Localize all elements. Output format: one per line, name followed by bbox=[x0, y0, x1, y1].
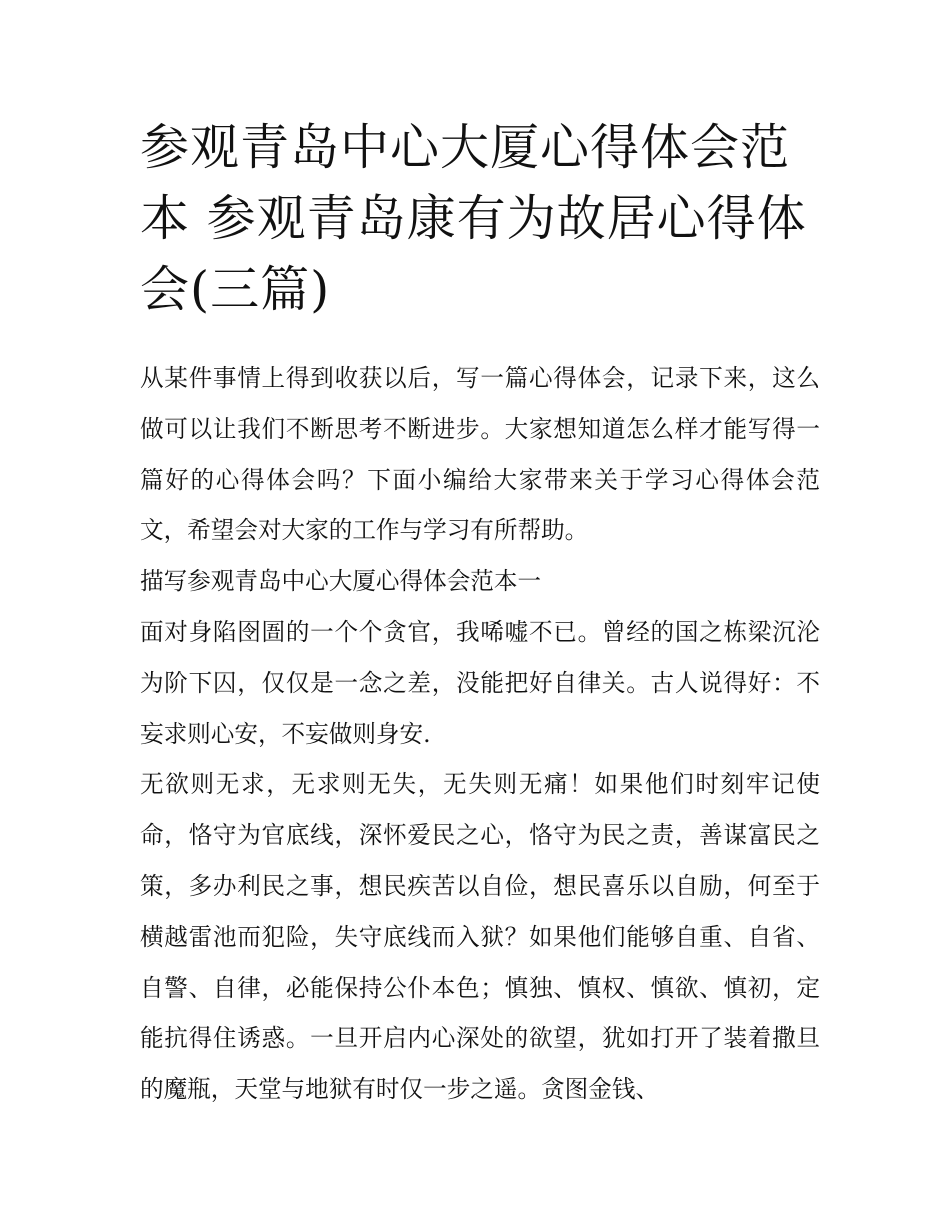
body-paragraph: 面对身陷囹圄的一个个贪官，我唏嘘不已。曾经的国之栋梁沉沦为阶下囚，仅仅是一念之差，没能把好自律关。古人说得好：不妄求则心安，不妄做则身安. bbox=[140, 617, 820, 748]
intro-paragraph: 从某件事情上得到收获以后，写一篇心得体会，记录下来，这么做可以让我们不断思考不断进步。大家想知道怎么样才能写得一篇好的心得体会吗？下面小编给大家带来关于学习心得体会范文，希望会对大家的工作与学习有所帮助。 bbox=[140, 364, 820, 545]
document-body bbox=[140, 353, 820, 1115]
document-title: 参观青岛中心大厦心得体会范本 参观青岛康有为故居心得体会(三篇) bbox=[140, 119, 807, 318]
section-heading: 描写参观青岛中心大厦心得体会范本一 bbox=[140, 567, 542, 596]
body-paragraph: 无欲则无求，无求则无失，无失则无痛！如果他们时刻牢记使命，恪守为官底线，深怀爱民之心，恪守为民之责，善谋富民之策，多办利民之事，想民疾苦以自俭，想民喜乐以自励，何至于横越雷池而犯险，失守底线而入狱？如果他们能够自重、自省、自警、自律，必能保持公仆本色；慎独、慎权、慎欲、慎初，定能抗得住诱惑。一旦开启内心深处的欲望，犹如打开了装着撒旦的魔瓶，天堂与地狱有时仅一步之遥。贪图金钱、 bbox=[140, 770, 820, 1104]
